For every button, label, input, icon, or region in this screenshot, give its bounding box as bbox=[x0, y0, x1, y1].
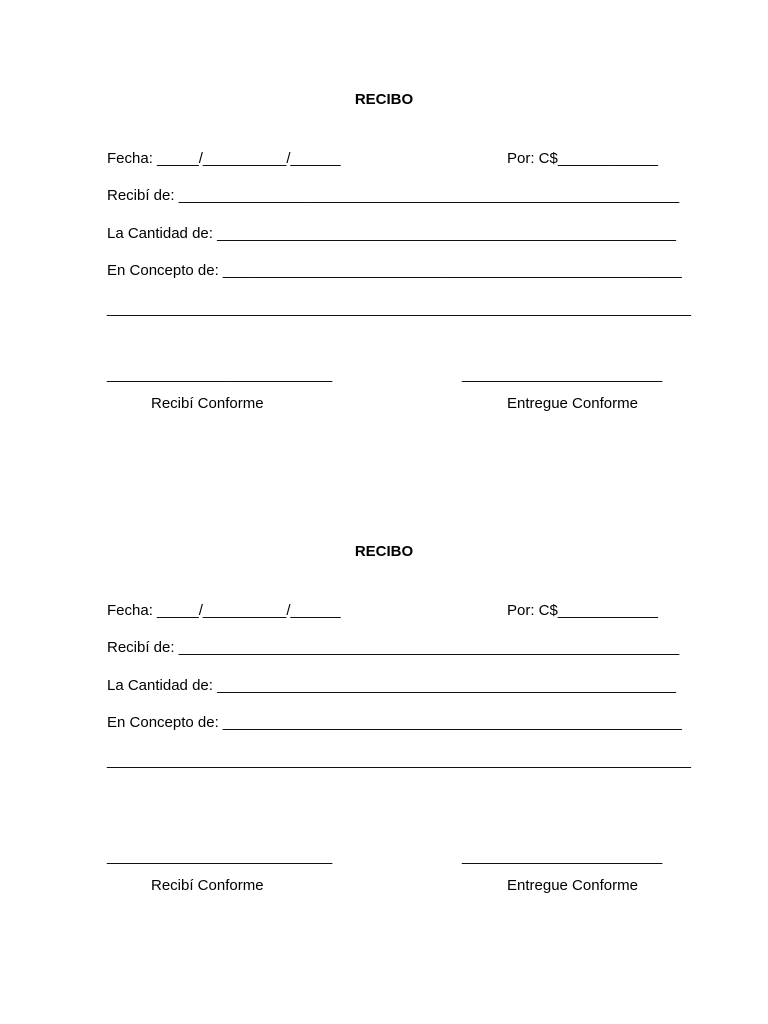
concept-continuation-line: ______________________________________________________________________ bbox=[107, 752, 691, 769]
received-signature-label: Recibí Conforme bbox=[151, 395, 264, 412]
receipt-form bbox=[0, 452, 768, 894]
amount-field: Por: C$____________ bbox=[507, 602, 658, 619]
received-signature-line: ___________________________ bbox=[107, 366, 333, 383]
amount-field: Por: C$____________ bbox=[507, 150, 658, 167]
date-field: Fecha: _____/__________/______ bbox=[107, 150, 341, 167]
amount-in-words-field: La Cantidad de: _______________________________________________________ bbox=[107, 225, 676, 242]
received-signature-label: Recibí Conforme bbox=[151, 877, 264, 894]
amount-in-words-field: La Cantidad de: _______________________________________________________ bbox=[107, 677, 676, 694]
received-from-field: Recibí de: ____________________________________________________________ bbox=[107, 187, 680, 204]
receipt-title: RECIBO bbox=[354, 91, 414, 108]
delivered-signature-label: Entregue Conforme bbox=[507, 877, 638, 894]
concept-field: En Concepto de: _______________________________________________________ bbox=[107, 714, 682, 731]
received-from-field: Recibí de: ____________________________________________________________ bbox=[107, 639, 680, 656]
concept-continuation-line: ______________________________________________________________________ bbox=[107, 300, 691, 317]
receipt-form bbox=[0, 0, 768, 412]
delivered-signature-line: ________________________ bbox=[462, 366, 663, 383]
received-signature-line: ___________________________ bbox=[107, 848, 333, 865]
date-field: Fecha: _____/__________/______ bbox=[107, 602, 341, 619]
receipt-title: RECIBO bbox=[354, 543, 414, 560]
concept-field: En Concepto de: _______________________________________________________ bbox=[107, 262, 682, 279]
delivered-signature-line: ________________________ bbox=[462, 848, 663, 865]
delivered-signature-label: Entregue Conforme bbox=[507, 395, 638, 412]
